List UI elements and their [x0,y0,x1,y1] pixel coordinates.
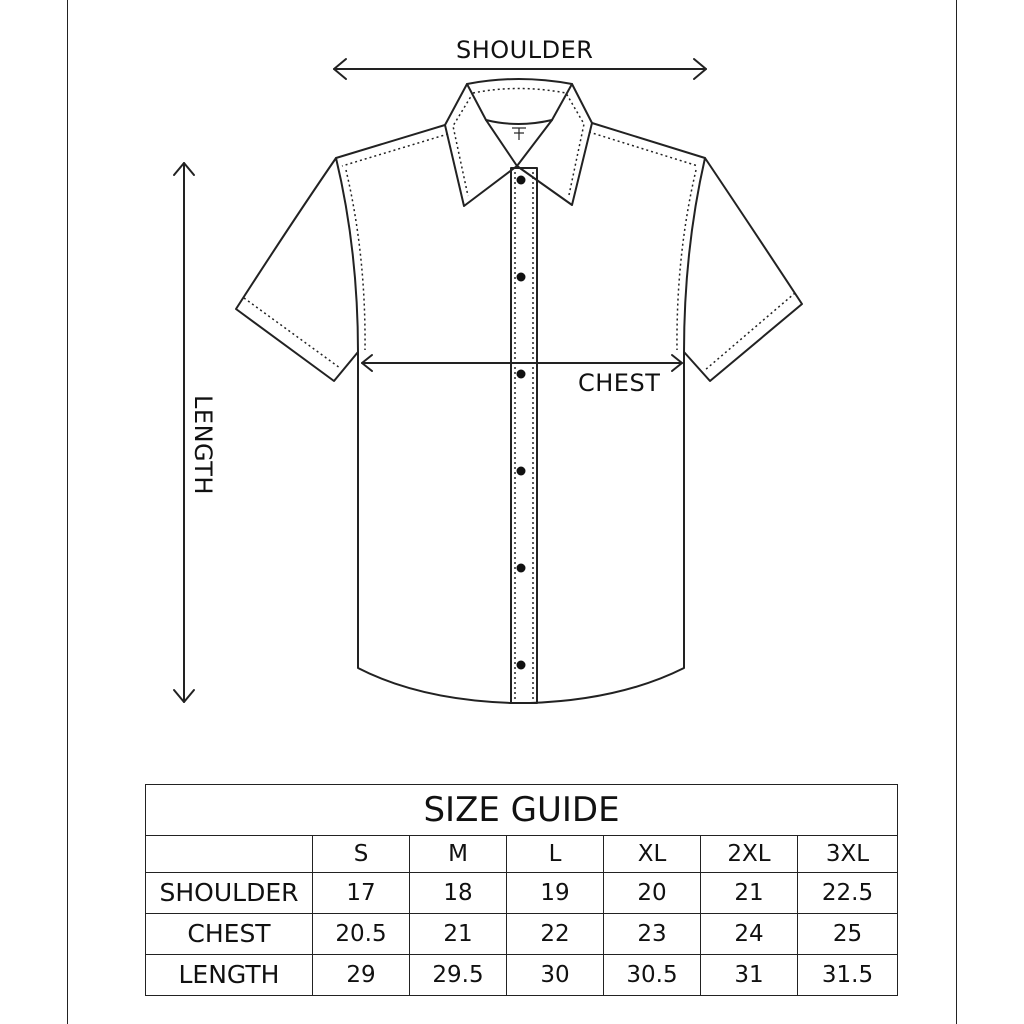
table-cell: 18 [410,872,507,913]
table-row [146,954,898,995]
table-cell: 30.5 [604,954,701,995]
button [517,661,526,670]
size-header: 3XL [798,836,898,873]
table-cell: 22.5 [798,872,898,913]
table-cell: 24 [701,913,798,954]
table-cell: 17 [313,872,410,913]
table-cell: 23 [604,913,701,954]
size-guide-title: SIZE GUIDE [146,785,898,836]
size-guide-title-row [146,785,898,836]
table-row [146,872,898,913]
size-header: S [313,836,410,873]
button [517,467,526,476]
row-label: CHEST [146,913,313,954]
chest-label: CHEST [578,369,661,397]
table-cell: 25 [798,913,898,954]
shirt-body [336,123,705,703]
button [517,176,526,185]
table-cell: 19 [507,872,604,913]
length-label: LENGTH [189,395,217,495]
size-header: L [507,836,604,873]
size-header: M [410,836,507,873]
button [517,564,526,573]
table-cell: 30 [507,954,604,995]
button [517,370,526,379]
table-cell: 29.5 [410,954,507,995]
table-cell: 21 [410,913,507,954]
table-cell: 29 [313,954,410,995]
size-guide-table [145,784,898,996]
table-cell: 20 [604,872,701,913]
row-label: SHOULDER [146,872,313,913]
table-cell: 31.5 [798,954,898,995]
shoulder-label: SHOULDER [456,36,594,64]
right-sleeve [684,158,802,381]
left-sleeve [236,158,358,381]
table-cell: 22 [507,913,604,954]
size-header: XL [604,836,701,873]
size-header-row [146,836,898,873]
size-header: 2XL [701,836,798,873]
empty-corner-cell [146,836,313,873]
button [517,273,526,282]
row-label: LENGTH [146,954,313,995]
collar [445,79,592,206]
table-cell: 31 [701,954,798,995]
table-cell: 21 [701,872,798,913]
table-row [146,913,898,954]
table-cell: 20.5 [313,913,410,954]
